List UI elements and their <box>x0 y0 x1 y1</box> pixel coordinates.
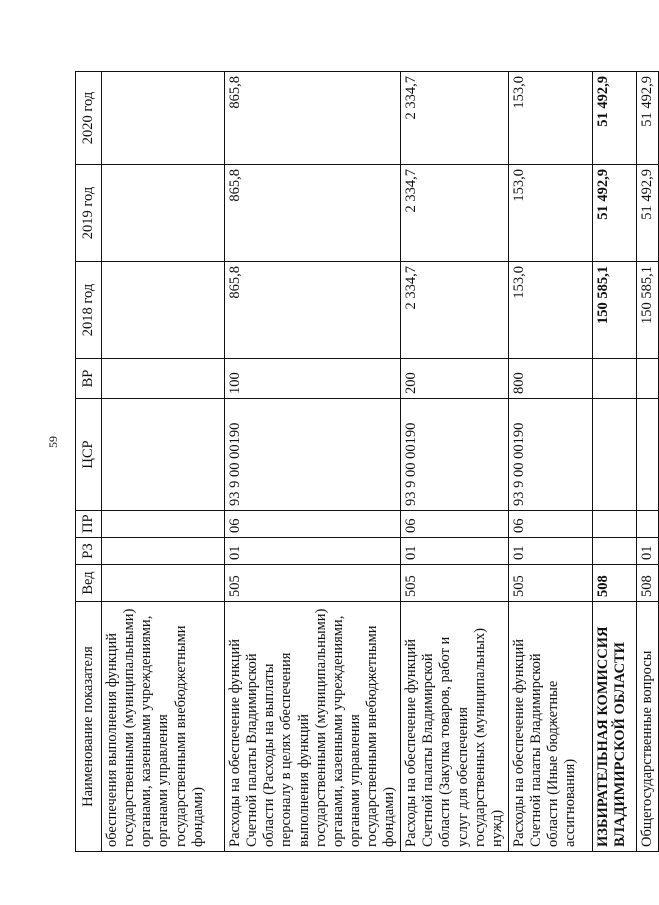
row-rz: 01 <box>508 538 592 565</box>
row-2020 <box>102 72 225 165</box>
row-csr <box>636 399 658 511</box>
row-csr <box>592 399 636 511</box>
row-2018: 150 585,1 <box>636 262 658 359</box>
row-ved: 505 <box>508 565 592 602</box>
row-vr <box>592 359 636 399</box>
table-row <box>508 72 592 852</box>
header-row <box>76 72 102 852</box>
row-2020: 2 334,7 <box>401 72 509 165</box>
header-2020: 2020 год <box>76 72 102 165</box>
row-2019: 2 334,7 <box>401 165 509 262</box>
header-pr: ПР <box>76 511 102 538</box>
table-row <box>225 72 401 852</box>
table-row <box>102 72 225 852</box>
table-row <box>636 72 658 852</box>
row-name: Расходы на обеспечение функций Счетной палаты Владимирской области (Закупка товаров, работ и услуг для обеспечения государственных (муниципальных) нужд) <box>401 602 509 852</box>
row-ved: 505 <box>225 565 401 602</box>
row-2019: 51 492,9 <box>636 165 658 262</box>
row-2020: 153,0 <box>508 72 592 165</box>
header-name: Наименование показателя <box>76 602 102 852</box>
rotated-table-container <box>75 72 655 852</box>
table-row <box>592 72 636 852</box>
row-pr <box>592 511 636 538</box>
row-vr <box>636 359 658 399</box>
row-name: Расходы на обеспечение функций Счетной палаты Владимирской области (Иные бюджетные ассигнования) <box>508 602 592 852</box>
row-2018: 153,0 <box>508 262 592 359</box>
header-ved: Вед <box>76 565 102 602</box>
row-2019: 51 492,9 <box>592 165 636 262</box>
row-vr: 800 <box>508 359 592 399</box>
row-rz: 01 <box>401 538 509 565</box>
row-ved: 505 <box>401 565 509 602</box>
budget-table <box>75 71 659 852</box>
row-rz: 01 <box>225 538 401 565</box>
row-pr: 06 <box>508 511 592 538</box>
row-ved: 508 <box>636 565 658 602</box>
header-2019: 2019 год <box>76 165 102 262</box>
row-name: Расходы на обеспечение функций Счетной палаты Владимирской области (Расходы на выплаты персоналу в целях обеспечения выполнения функций государственными (муниципальными) органами, казенными учреждениями, органами управления государственными внебюджетными фондами) <box>225 602 401 852</box>
row-2019 <box>102 165 225 262</box>
row-2018: 150 585,1 <box>592 262 636 359</box>
row-name: Общегосударственные вопросы <box>636 602 658 852</box>
row-rz <box>592 538 636 565</box>
header-2018: 2018 год <box>76 262 102 359</box>
row-ved: 508 <box>592 565 636 602</box>
row-csr <box>102 399 225 511</box>
row-2019: 865,8 <box>225 165 401 262</box>
row-2019: 153,0 <box>508 165 592 262</box>
row-vr: 200 <box>401 359 509 399</box>
row-name: обеспечения выполнения функций государственными (муниципальными) органами, казенными учреждениями, органами управления государственными внебюджетными фондами) <box>102 602 225 852</box>
row-2018: 2 334,7 <box>401 262 509 359</box>
row-vr: 100 <box>225 359 401 399</box>
row-vr <box>102 359 225 399</box>
row-rz <box>102 538 225 565</box>
page-number: 59 <box>46 436 60 448</box>
header-rz: РЗ <box>76 538 102 565</box>
row-ved <box>102 565 225 602</box>
row-2018: 865,8 <box>225 262 401 359</box>
row-pr <box>636 511 658 538</box>
row-2020: 51 492,9 <box>592 72 636 165</box>
row-csr: 93 9 00 00190 <box>401 399 509 511</box>
row-csr: 93 9 00 00190 <box>225 399 401 511</box>
row-pr: 06 <box>401 511 509 538</box>
row-2020: 51 492,9 <box>636 72 658 165</box>
row-2020: 865,8 <box>225 72 401 165</box>
header-csr: ЦСР <box>76 399 102 511</box>
row-pr <box>102 511 225 538</box>
header-vr: ВР <box>76 359 102 399</box>
row-name: ИЗБИРАТЕЛЬНАЯ КОМИССИЯ ВЛАДИМИРСКОЙ ОБЛАСТИ <box>592 602 636 852</box>
row-2018 <box>102 262 225 359</box>
row-csr: 93 9 00 00190 <box>508 399 592 511</box>
row-pr: 06 <box>225 511 401 538</box>
table-row <box>401 72 509 852</box>
row-rz: 01 <box>636 538 658 565</box>
